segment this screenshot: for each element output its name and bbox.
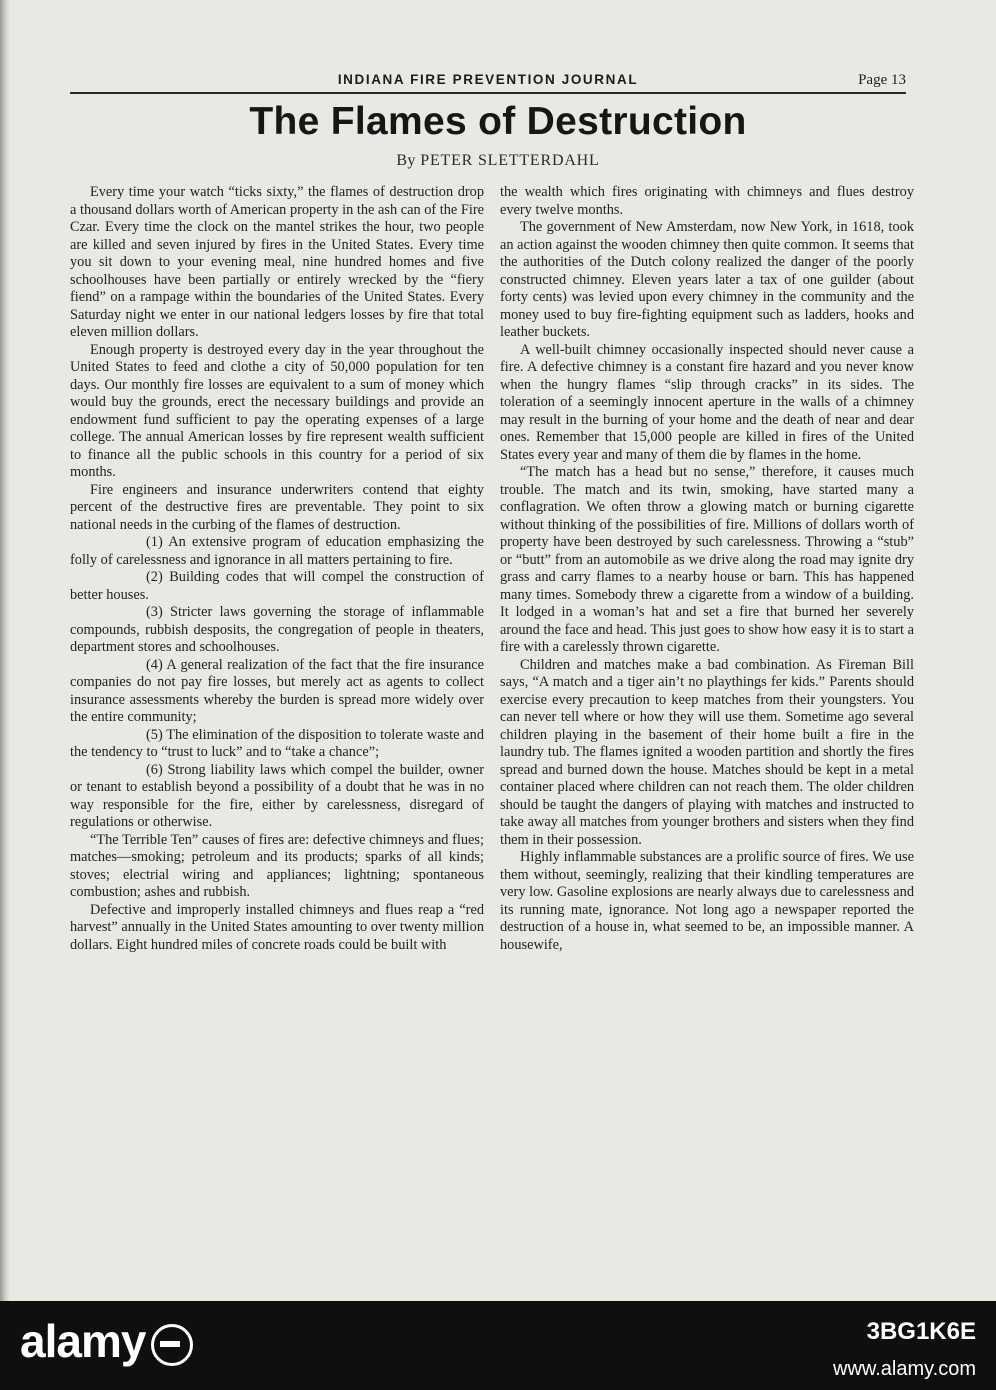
byline bbox=[0, 152, 996, 170]
list-item: (6) Strong liability laws which compel the builder, owner or tenant to establish beyond a possibility of a doubt that he was in no way responsible for the fire, either by carelessness, disregard of regulations or otherwise. bbox=[70, 761, 484, 830]
alamy-mark-icon bbox=[151, 1324, 193, 1366]
stock-logo bbox=[20, 1314, 193, 1368]
stock-logo-text: alamy bbox=[20, 1315, 146, 1367]
list-item: (1) An extensive program of education emphasizing the folly of carelessness and ignorance in all matters pertaining to fire. bbox=[70, 534, 484, 568]
paragraph: Enough property is destroyed every day in the year throughout the United States to feed and clothe a city of 50,000 population for ten days. Our monthly fire losses are equivalent to a sum of money which would buy the grounds, erect the necessary buildings and provide an endowment fund sufficient to pay the operating expenses of a large college. The annual American losses by fire represent wealth sufficient to finance all the public schools in this country for a period of six months. bbox=[70, 341, 484, 480]
stock-id bbox=[833, 1318, 976, 1381]
paragraph: The government of New Amsterdam, now New York, in 1618, took an action against the wooden chimney then quite common. It seems that the authorities of the Dutch colony realized the danger of the poorly constructed chimney. Eleven years later a tax of one guilder (about forty cents) was levied upon every chimney in the community and the money used to buy fire-fighting equipment such as ladders, hooks and leather buckets. bbox=[500, 219, 914, 340]
header-rule bbox=[70, 92, 906, 94]
left-column bbox=[70, 184, 484, 1204]
stock-url: www.alamy.com bbox=[833, 1358, 976, 1380]
paragraph: Children and matches make a bad combination. As Fireman Bill says, “A match and a tiger ain’t no playthings fer kids.” Parents should exercise every precaution to keep matches from their youngsters. You can never tell where or how they will use them. Sometime ago several children playing in the basement of their home built a fire in the laundry tub. The flames ignited a wooden partition and shortly the fires spread and burned down the house. Matches should be kept in a metal container placed where children can not reach them. The older children should be taught the dangers of playing with matches and instructed to take away all matches from younger brothers and sisters when they find them in their possession. bbox=[500, 656, 914, 848]
image-id: 3BG1K6E bbox=[866, 1318, 976, 1345]
author-name: PETER SLETTERDAHL bbox=[420, 152, 600, 169]
paragraph: the wealth which fires originating with chimneys and flues destroy every twelve months. bbox=[500, 184, 914, 218]
paragraph: Fire engineers and insurance underwriters contend that eighty percent of the destructive fires are preventable. They point to six national needs in the curbing of the flames of destruction. bbox=[70, 481, 484, 533]
page-number: Page 13 bbox=[858, 72, 906, 88]
paragraph: Defective and improperly installed chimneys and flues reap a “red harvest” annually in the United States amounting to over twenty million dollars. Eight hundred miles of concrete roads could be built with bbox=[70, 901, 484, 953]
binding-edge bbox=[0, 0, 9, 1301]
article-title: The Flames of Destruction bbox=[249, 100, 747, 143]
paragraph: “The match has a head but no sense,” therefore, it causes much trouble. The match and its twin, smoking, have started many a conflagration. We often throw a glowing match or burning cigarette without thinking of the possibilities of fire. Millions of dollars worth of property have been destroyed by such carelessness. Throwing a “stub” or “butt” from an automobile as we drive along the road may ignite dry grass and carry flames to a nearby house or barn. This has happened many times. Somebody threw a cigarette from a window of a building. It lodged in a woman’s hat and set a fire that burned her severely around the face and head. This just goes to show how easy it is to start a fire with a carelessly thrown cigarette. bbox=[500, 464, 914, 655]
running-header bbox=[70, 72, 906, 90]
byline-prefix: By bbox=[396, 152, 416, 169]
list-item: (3) Stricter laws governing the storage of inflammable compounds, rubbish desposits, the congregation of people in theaters, department stores and schoolhouses. bbox=[70, 604, 484, 655]
paragraph: Every time your watch “ticks sixty,” the flames of destruction drop a thousand dollars worth of American property in the ash can of the Fire Czar. Every time the clock on the mantel strikes the hour, two people are killed and seven injured by fires in the United States. Every time you sit down to your evening meal, nine hundred homes and five schoolhouses have been partially or entirely wrecked by the “fiery fiend” on a rampage within the boundaries of the United States. Every Saturday night we enter in our national ledgers losses by fire that total eleven million dollars. bbox=[70, 184, 484, 340]
journal-name: INDIANA FIRE PREVENTION JOURNAL bbox=[337, 72, 639, 87]
right-column bbox=[500, 184, 914, 1204]
list-item: (4) A general realization of the fact that the fire insurance companies do not pay fire losses, but merely act as agents to collect insurance assessments whereby the burden is spread more widely over the entire community; bbox=[70, 656, 484, 725]
paragraph: Highly inflammable substances are a prolific source of fires. We use them without, seemingly, realizing that their kindling temperatures are very low. Gasoline explosions are nearly always due to carelessness and its running mate, ignorance. Not long ago a newspaper reported the destruction of a house in, what seemed to be, an impossible manner. A housewife, bbox=[500, 849, 914, 953]
list-item: (2) Building codes that will compel the construction of better houses. bbox=[70, 569, 484, 603]
paragraph: A well-built chimney occasionally inspected should never cause a fire. A defective chimney is a constant fire hazard and you never know when the hungry flames “slip through cracks” in its sides. The toleration of a seemingly innocent aperture in the walls of a chimney may result in the burning of your home and the death of near and dear ones. Remember that 15,000 people are killed in fires of the United States every year and many of them die by flames in the home. bbox=[500, 341, 914, 463]
paragraph: “The Terrible Ten” causes of fires are: defective chimneys and flues; matches—smoking; petroleum and its products; sparks of all kinds; stoves; electrial wiring and appliances; lightning; spontaneous combustion; ashes and rubbish. bbox=[70, 831, 484, 900]
list-item: (5) The elimination of the disposition to tolerate waste and the tendency to “trust to luck” and to “take a chance”; bbox=[70, 726, 484, 760]
